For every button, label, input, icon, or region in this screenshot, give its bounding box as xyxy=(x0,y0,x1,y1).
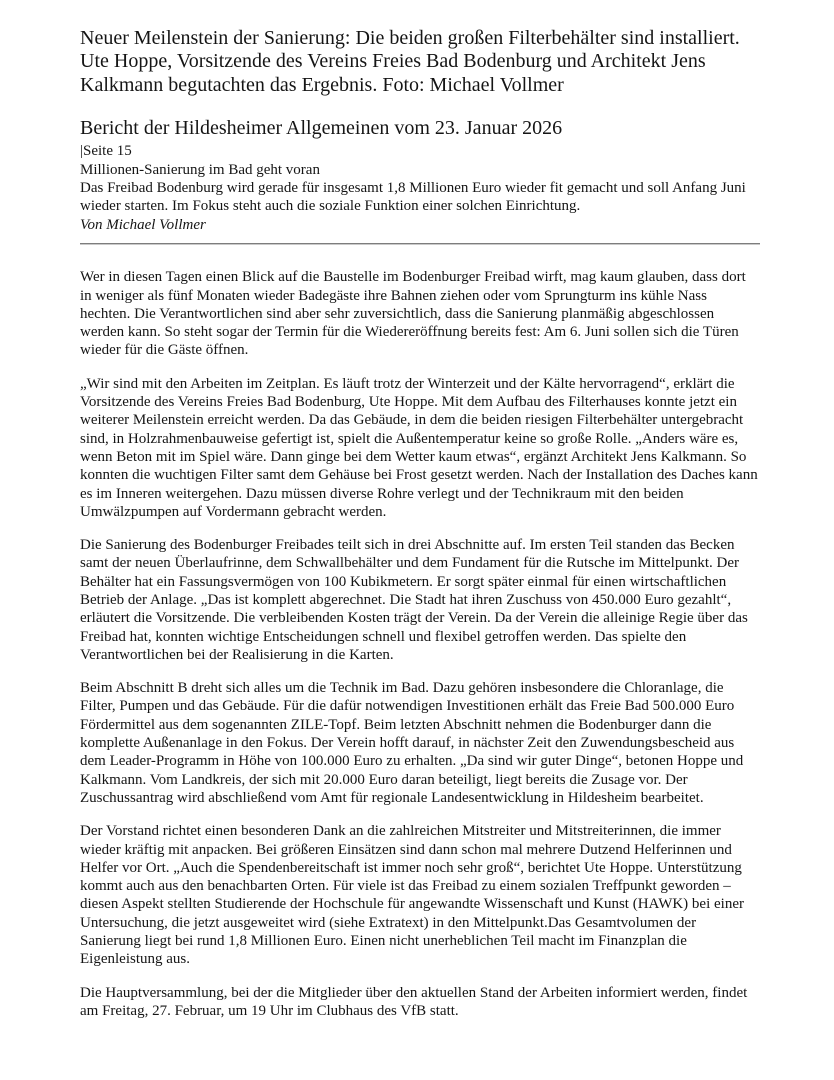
page-reference: |Seite 15 xyxy=(80,143,132,160)
kicker: Millionen-Sanierung im Bad geht voran xyxy=(80,161,320,178)
photo-caption-headline: Neuer Meilenstein der Sanierung: Die beiden großen Filterbehälter sind installiert. Ute Hoppe, Vorsitzende des Vereins Freies Bad Bodenburg und Architekt Jens Kalkmann begutachten das Ergebnis. Foto: Michael Vollmer xyxy=(80,27,740,96)
byline: Von Michael Vollmer xyxy=(80,216,206,233)
teaser: Das Freibad Bodenburg wird gerade für insgesamt 1,8 Millionen Euro wieder fit gemacht und soll Anfang Juni wieder starten. Im Fokus steht auch die soziale Funktion einer solchen Einrichtung. xyxy=(80,180,746,215)
article-paragraph: Der Vorstand richtet einen besonderen Dank an die zahlreichen Mitstreiter und Mitstreiterinnen, die immer wieder kräftig mit anpacken. Bei größeren Einsätzen sind dann schon mal mehrere Dutzend Helferinnen und Helfer vor Ort. „Auch die Spendenbereitschaft ist immer noch sehr groß“, berichtet Ute Hoppe. Unterstützung kommt auch aus den benachbarten Orten. Für viele ist das Freibad zu einem sozialen Treffpunkt geworden – diesen Aspekt stellten Studierende der Hochschule für angewandte Wissenschaft und Kunst (HAWK) bei einer Untersuchung, die jetzt ausgeweitet wird (siehe Extratext) in den Mittelpunkt.Das Gesamtvolumen der Sanierung liegt bei rund 1,8 Millionen Euro. Einen nicht unerheblichen Teil macht im Finanzplan die Eigenleistung aus. xyxy=(80,823,744,968)
article-paragraph: Die Sanierung des Bodenburger Freibades teilt sich in drei Abschnitte auf. Im ersten Teil standen das Becken samt der neuen Überlaufrinne, dem Schwallbehälter und dem Fundament für die Rutsche im Mittelpunkt. Der Behälter hat ein Fassungsvermögen von 100 Kubikmetern. Er sorgt später einmal für einen wirtschaftlichen Betrieb der Anlage. „Das ist komplett abgerechnet. Die Stadt hat ihren Zuschuss von 450.000 Euro gezahlt“, erläutert die Vorsitzende. Die verbleibenden Kosten trägt der Verein. Da der Verein die alleinige Regie über das Freibad hat, konnten wichtige Entscheidungen schnell und flexibel getroffen werden. Das spielte den Verantwortlichen bei der Realisierung in die Karten. xyxy=(80,537,748,663)
source-line: Bericht der Hildesheimer Allgemeinen vom 23. Januar 2026 xyxy=(80,117,563,140)
article-paragraph: „Wir sind mit den Arbeiten im Zeitplan. Es läuft trotz der Winterzeit und der Kälte hervorragend“, erklärt die Vorsitzende des Vereins Freies Bad Bodenburg, Ute Hoppe. Mit dem Aufbau des Filterhauses konnte jetzt ein weiterer Meilenstein erreicht werden. Da das Gebäude, in dem die beiden riesigen Filterbehälter untergebracht sind, in Holzrahmenbauweise gefertigt ist, spielt die Außentemperatur keine so große Rolle. „Anders wäre es, wenn Beton mit im Spiel wäre. Dann ginge bei dem Wetter kaum etwas“, ergänzt Architekt Jens Kalkmann. So konnten die wuchtigen Filter samt dem Gehäuse bei Frost gesetzt werden. Nach der Installation des Daches kann es im Inneren weitergehen. Dazu müssen diverse Rohre verlegt und der Technikraum mit den beiden Umwälzpumpen auf Vordermann gebracht werden. xyxy=(80,375,758,520)
article-paragraph: Beim Abschnitt B dreht sich alles um die Technik im Bad. Dazu gehören insbesondere die Chloranlage, die Filter, Pumpen und das Gebäude. Für die dafür notwendigen Investitionen erhält das Freie Bad 500.000 Euro Fördermittel aus dem sogenannten ZILE-Topf. Beim letzten Abschnitt nehmen die Bodenburger dann die komplette Außenanlage in den Fokus. Der Verein hofft darauf, in nächster Zeit den Zuwendungsbescheid aus dem Leader-Programm in Höhe von 100.000 Euro zu erhalten. „Da sind wir guter Dinge“, betonen Hoppe und Kalkmann. Vom Landkreis, der sich mit 20.000 Euro daran beteiligt, liegt bereits die Zusage vor. Der Zuschussantrag wird abschließend vom Amt für regionale Landesentwicklung in Hildesheim bearbeitet. xyxy=(80,680,744,806)
article-paragraph: Wer in diesen Tagen einen Blick auf die Baustelle im Bodenburger Freibad wirft, mag kaum glauben, dass dort in weniger als fünf Monaten wieder Badegäste ihre Bahnen ziehen oder vom Sprungturm ins kühle Nass hechten. Die Verantwortlichen sind aber sehr zuversichtlich, dass die Sanierung planmäßig abgeschlossen werden kann. So steht sogar der Termin für die Wiedereröffnung bereits fest: Am 6. Juni sollen sich die Türen wieder für die Gäste öffnen. xyxy=(80,269,746,359)
article-paragraph: Die Hauptversammlung, bei der die Mitglieder über den aktuellen Stand der Arbeiten informiert werden, findet am Freitag, 27. Februar, um 19 Uhr im Clubhaus des VfB statt. xyxy=(80,984,748,1019)
separator-rule xyxy=(80,243,760,245)
